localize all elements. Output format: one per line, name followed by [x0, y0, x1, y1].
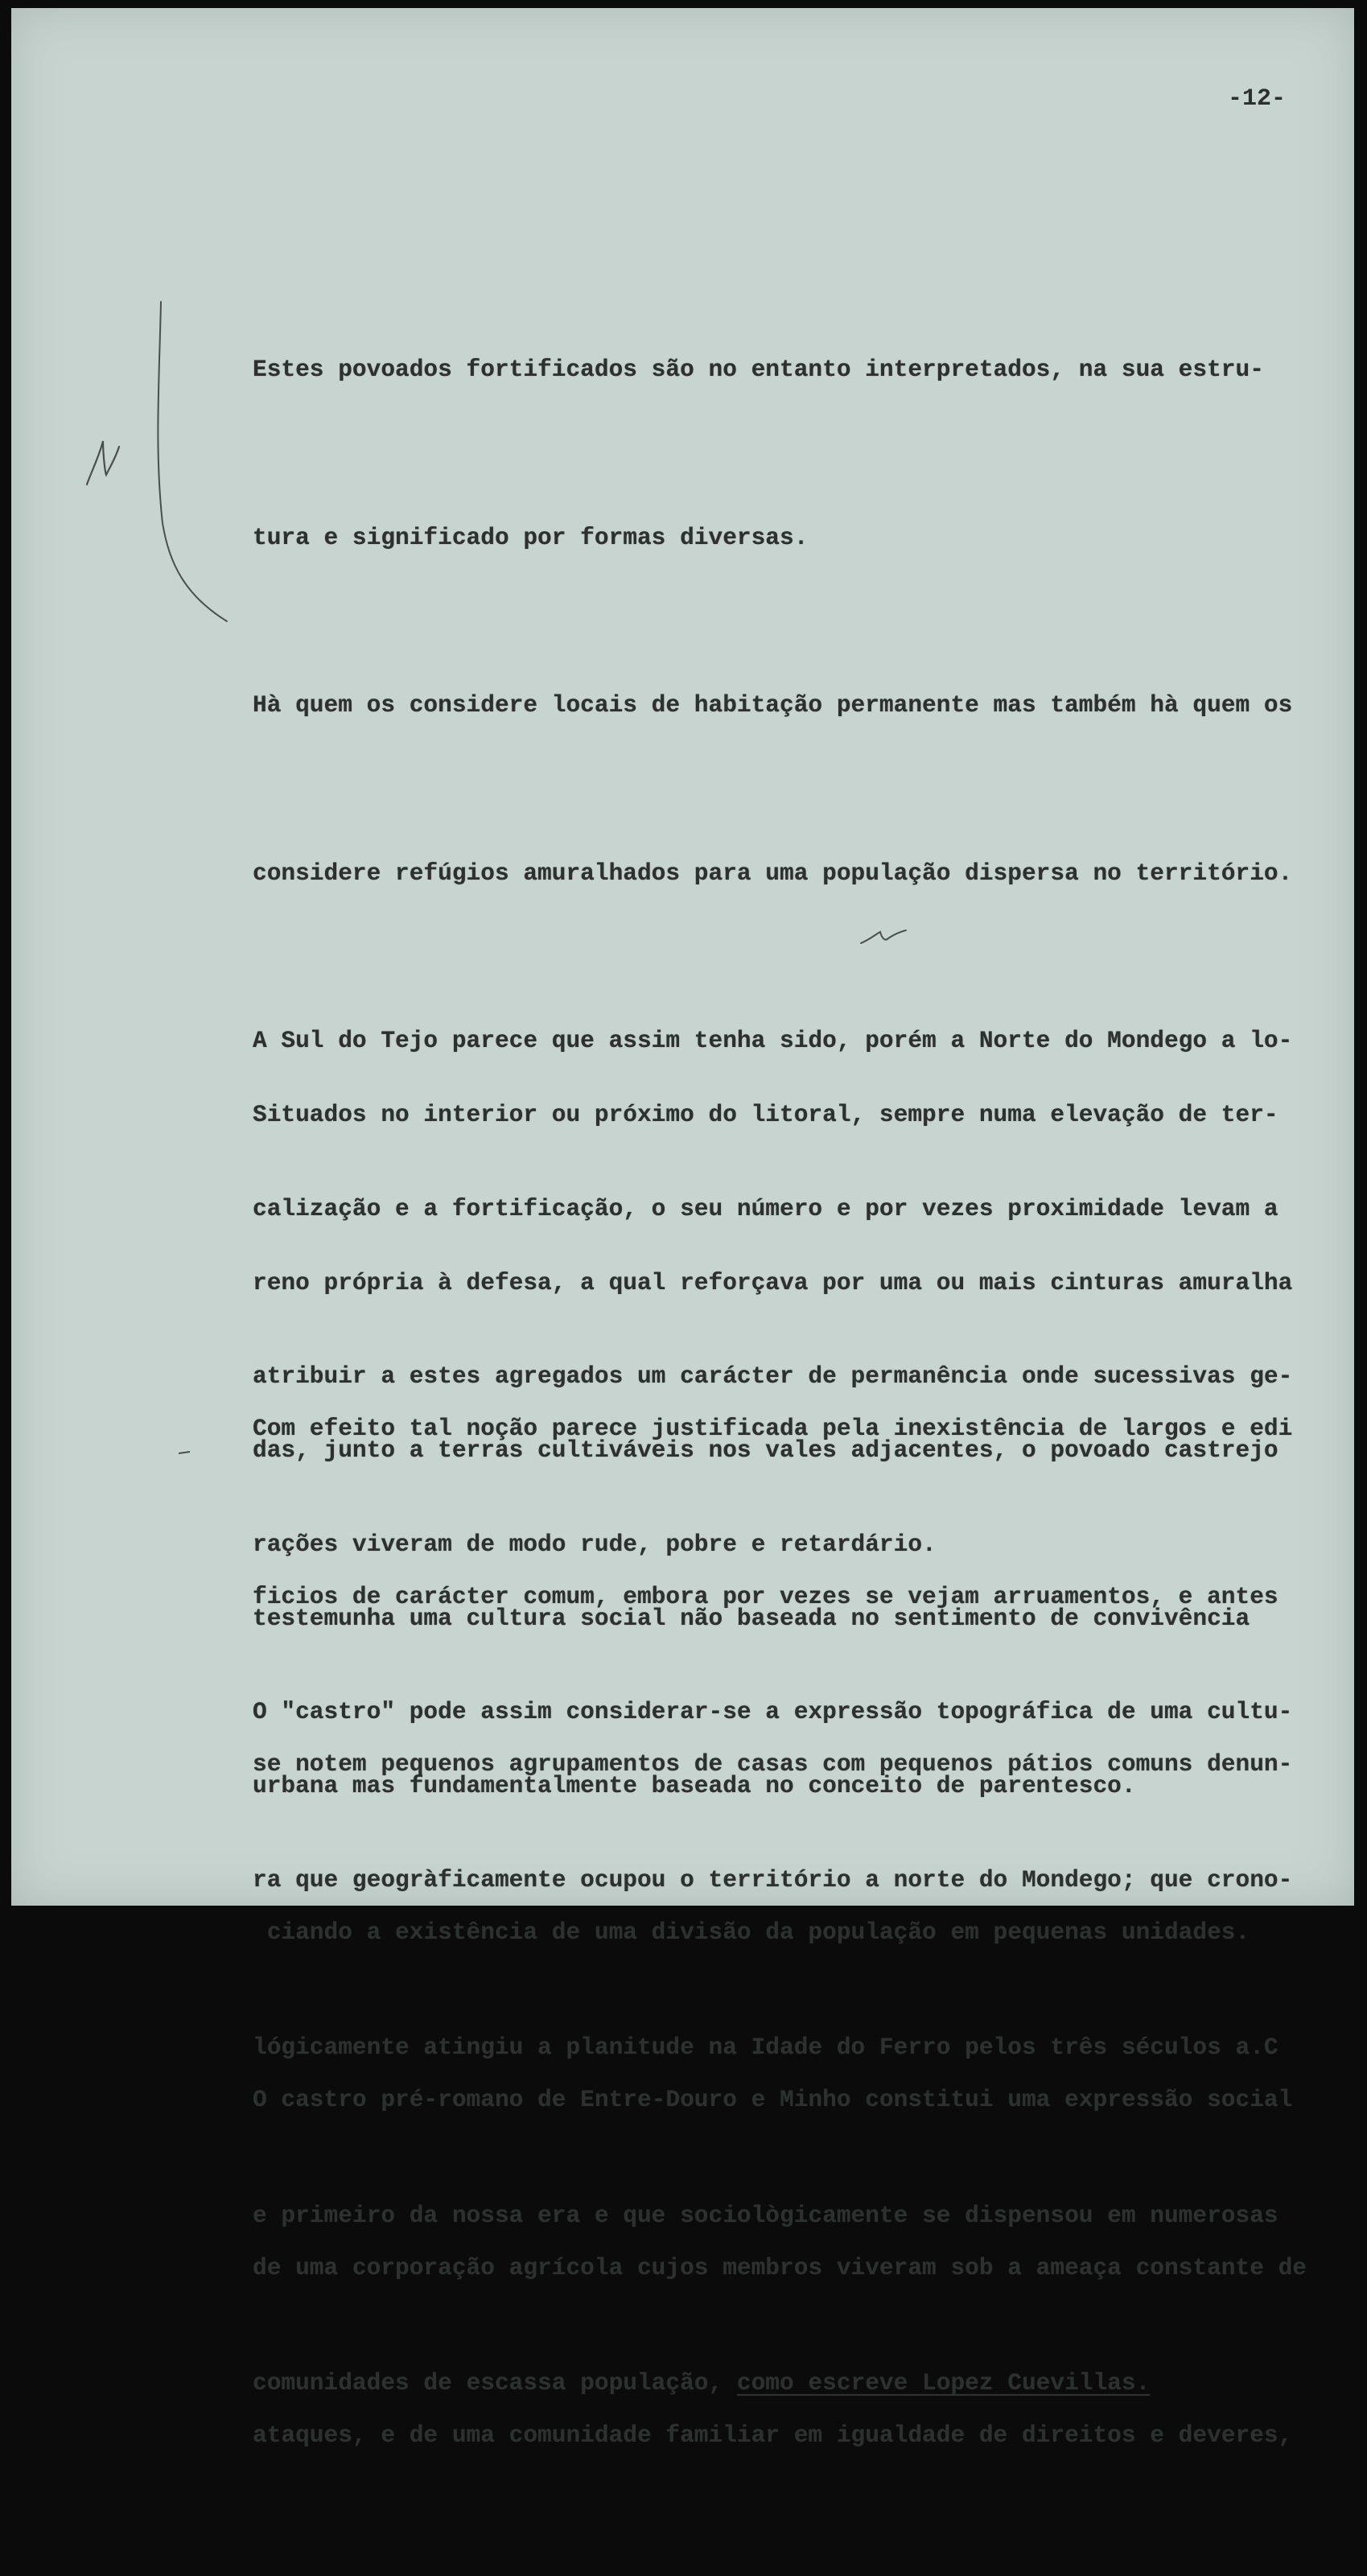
text-line: se notem pequenos agrupamentos de casas com pequenos pátios comuns denun- [253, 1750, 1293, 1778]
text-line: das, junto a terras cultiváveis nos vales adjacentes, o povoado castrejo [253, 1436, 1278, 1464]
text-line: ficios de carácter comum, embora por vezes se vejam arruamentos, e antes [253, 1582, 1278, 1610]
underlined-citation: como escreve Lopez Cuevillas. [736, 2369, 1151, 2397]
text-line: tura e significado por formas diversas. [253, 523, 809, 551]
text-line: de uma corporação agrícola cujos membros viveram sob a ameaça constante de [253, 2253, 1307, 2281]
text-line: urbana mas fundamentalmente baseada no conceito de parentesco. [253, 1772, 1136, 1799]
text-line: A Sul do Tejo parece que assim tenha sido, porém a Norte do Mondego a lo- [253, 1027, 1293, 1054]
document-page [11, 8, 1354, 2449]
text-line: calização e a fortificação, o seu número e por vezes proximidade levam a [253, 1194, 1278, 1222]
text-line: considere refúgios amuralhados para uma população dispersa no território. [253, 859, 1293, 887]
paragraph-3 [253, 1289, 1315, 2576]
text-line: atribuir a estes agregados um carácter de permanência onde sucessivas ge- [253, 1362, 1293, 1390]
text-line: Estes povoados fortificados são no entanto interpretados, na sua estru- [253, 356, 1264, 383]
text-line-plain: comunidades de escassa população, [253, 2369, 737, 2397]
text-line: rações viveram de modo rude, pobre e retardário. [253, 1530, 937, 1558]
text-line: Com efeito tal noção parece justificada pela inexistência de largos e edi [253, 1415, 1293, 1442]
text-line: Hà quem os considere locais de habitação permanente mas também hà quem os [253, 691, 1293, 719]
text-line: Situados no interior ou próximo do litoral, sempre numa elevação de ter- [253, 1101, 1278, 1128]
text-line: O castro pré-romano de Entre-Douro e Minho constitui uma expressão social [253, 2086, 1293, 2113]
page-number: -12- [1227, 85, 1286, 113]
text-line: testemunha uma cultura social não baseada no sentimento de convivência [253, 1604, 1250, 1632]
text-line: reno própria à defesa, a qual reforçava por uma ou mais cinturas amuralha [253, 1268, 1293, 1296]
text-line: ra que geogràficamente ocupou o território a norte do Mondego; que crono- [253, 1865, 1293, 1894]
text-line: ataques, e de uma comunidade familiar em igualdade de direitos e deveres, [253, 2421, 1293, 2449]
text-line: lógicamente atingiu a planitude na Idade do Ferro pelos três séculos a.C [253, 2034, 1278, 2061]
text-line: O "castro" pode assim considerar-se a expressão topográfica de uma cultu- [253, 1698, 1293, 1725]
text-line: ciando a existência de uma divisão da população em pequenas unidades. [253, 1918, 1250, 1946]
text-line: e primeiro da nossa era e que sociològicamente se dispensou em numerosas [253, 2201, 1278, 2229]
